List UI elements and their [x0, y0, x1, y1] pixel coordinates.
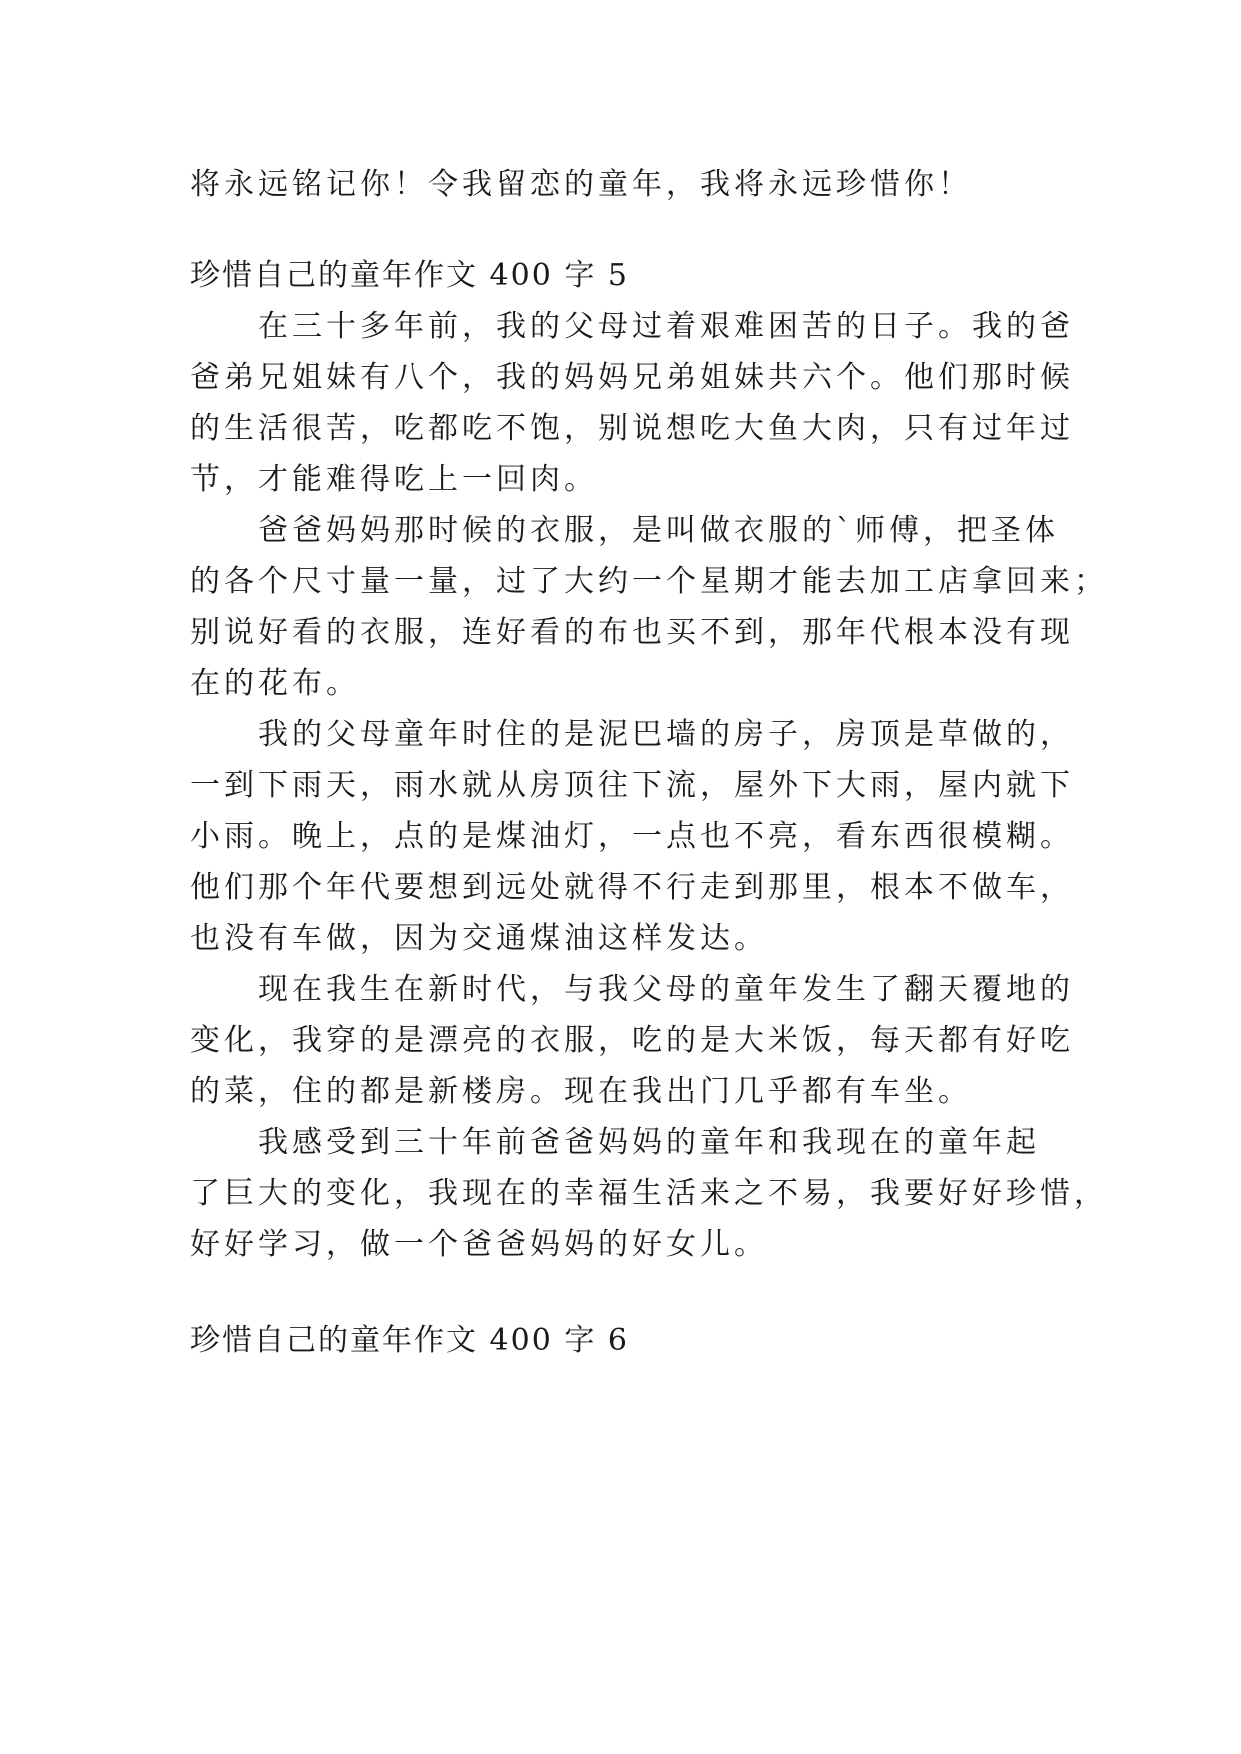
- paragraph-line: 将永远铭记你！令我留恋的童年，我将永远珍惜你！: [190, 167, 972, 202]
- paragraph-line: 一到下雨天，雨水就从房顶往下流，屋外下大雨，屋内就下: [190, 768, 1074, 803]
- paragraph-line: 好好学习，做一个爸爸妈妈的好女儿。: [190, 1227, 768, 1262]
- paragraph-line: 他们那个年代要想到远处就得不行走到那里，根本不做车，: [190, 870, 1074, 905]
- paragraph-line: 的各个尺寸量一量，过了大约一个星期才能去加工店拿回来；: [190, 564, 1108, 599]
- paragraph-line: 也没有车做，因为交通煤油这样发达。: [190, 921, 768, 956]
- paragraph-line: 爸爸妈妈那时候的衣服，是叫做衣服的`师傅，把圣体: [258, 513, 1059, 548]
- paragraph-line: 的生活很苦，吃都吃不饱，别说想吃大鱼大肉，只有过年过: [190, 411, 1074, 446]
- paragraph-line: 的菜，住的都是新楼房。现在我出门几乎都有车坐。: [190, 1074, 972, 1109]
- paragraph-line: 我感受到三十年前爸爸妈妈的童年和我现在的童年起: [258, 1125, 1040, 1160]
- section-heading: 珍惜自己的童年作文 400 字 5: [190, 258, 629, 293]
- paragraph-line: 现在我生在新时代，与我父母的童年发生了翻天覆地的: [258, 972, 1074, 1007]
- paragraph-line: 在三十多年前，我的父母过着艰难困苦的日子。我的爸: [258, 309, 1074, 344]
- section-heading: 珍惜自己的童年作文 400 字 6: [190, 1323, 629, 1358]
- paragraph-line: 我的父母童年时住的是泥巴墙的房子，房顶是草做的，: [258, 717, 1074, 752]
- paragraph-line: 节，才能难得吃上一回肉。: [190, 462, 598, 497]
- paragraph-line: 了巨大的变化，我现在的幸福生活来之不易，我要好好珍惜，: [190, 1176, 1108, 1211]
- paragraph-line: 爸弟兄姐妹有八个，我的妈妈兄弟姐妹共六个。他们那时候: [190, 360, 1074, 395]
- paragraph-line: 小雨。晚上，点的是煤油灯，一点也不亮，看东西很模糊。: [190, 819, 1074, 854]
- paragraph-line: 变化，我穿的是漂亮的衣服，吃的是大米饭，每天都有好吃: [190, 1023, 1074, 1058]
- paragraph-line: 在的花布。: [190, 666, 360, 701]
- paragraph-line: 别说好看的衣服，连好看的布也买不到，那年代根本没有现: [190, 615, 1074, 650]
